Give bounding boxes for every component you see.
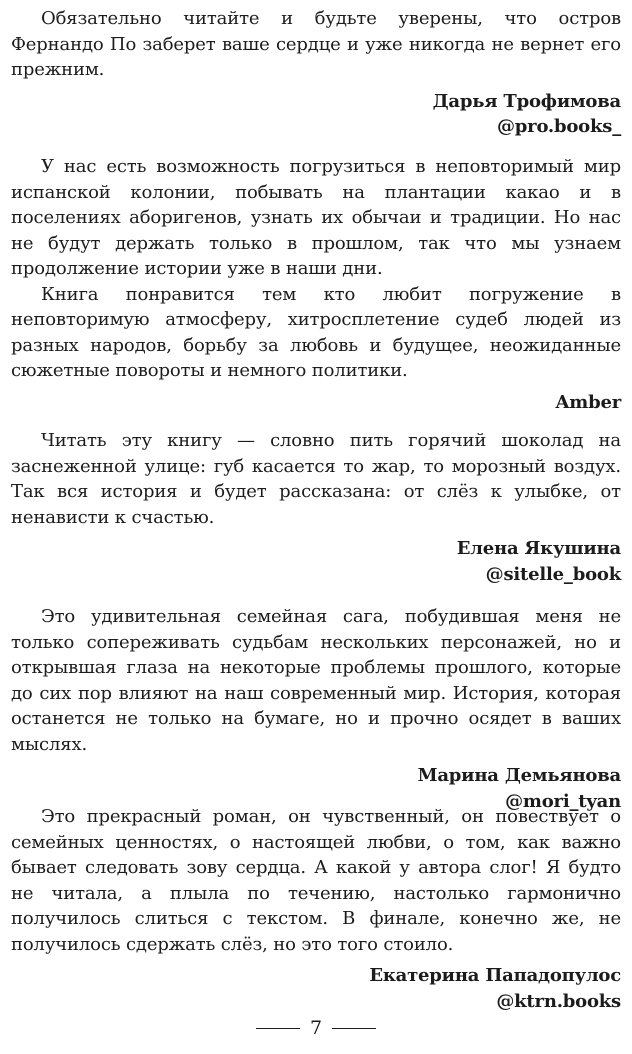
review-author: Екатерина Пападопулос: [369, 965, 621, 986]
review-3: [11, 428, 621, 587]
review-1: [11, 6, 621, 140]
review-author: Марина Демьянова: [417, 765, 621, 786]
review-text: Книга понравится тем кто любит погружение в неповторимую атмосферу, хитросплетение судеб людей из разных народов, борьбу за любовь и будущее, неожиданные сюжетные повороты и немного политики.: [11, 283, 621, 381]
review-text: Читать эту книгу — словно пить горячий шоколад на заснеженной улице: губ касается то жар, то морозный воздух. Так вся история и будет рассказана: от слёз к улыбке, от ненависти к счастью.: [11, 430, 621, 528]
review-handle: @mori_tyan: [505, 790, 621, 812]
review-author: Amber: [555, 391, 621, 413]
review-signature: [11, 89, 621, 140]
review-signature: [11, 536, 621, 587]
review-text: Это удивительная семейная сага, побудившая меня не только сопереживать судьбам нескольких персонажей, но и открывшая глаза на некоторые проблемы прошлого, которые до сих пор влияют на наш современный мир. История, которая останется не только на бумаге, но и прочно осядет в ваших мыслях.: [11, 606, 621, 755]
footer-rule-right: [332, 1028, 376, 1029]
review-text: Обязательно читайте и будьте уверены, что остров Фернандо По заберет ваше сердце и уже никогда не вернет его прежним.: [11, 8, 621, 80]
review-handle: @sitelle_book: [485, 563, 621, 585]
review-signature: [11, 390, 621, 416]
review-2: [11, 154, 621, 415]
page-footer: [0, 1017, 632, 1039]
review-author: Дарья Трофимова: [432, 90, 621, 112]
page-number: 7: [309, 1017, 323, 1039]
review-signature: [11, 963, 621, 1014]
review-author: Елена Якушина: [456, 538, 621, 559]
book-page: [11, 0, 621, 1054]
review-handle: @pro.books_: [496, 116, 621, 137]
review-handle: @ktrn.books: [496, 990, 621, 1012]
review-4: [11, 604, 621, 814]
review-text: У нас есть возможность погрузиться в неповторимый мир испанской колонии, побывать на плантации какао и в поселениях аборигенов, узнать их обычаи и традиции. Но нас не будут держать только в прошлом, так что мы узнаем продолжение истории уже в наши дни.: [11, 156, 621, 279]
review-text: Это прекрасный роман, он чувственный, он повествует о семейных ценностях, о настоящей любви, о том, как важно бывает следовать зову сердца. А какой у автора слог! Я будто не читала, а плыла по течению, настолько гармонично получилось слиться с текстом. В финале, конечно же, не получилось сдержать слёз, но это того стоило.: [11, 806, 621, 955]
review-5: [11, 804, 621, 1014]
footer-rule-left: [256, 1028, 300, 1029]
